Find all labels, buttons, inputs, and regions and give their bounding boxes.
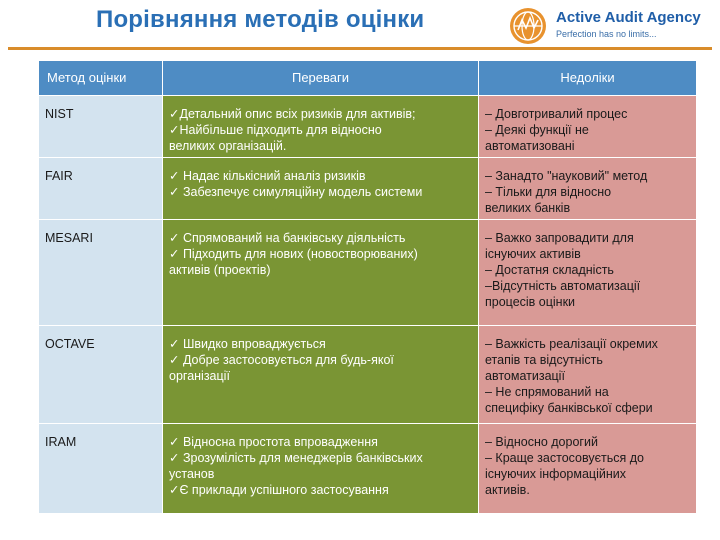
advantage-line: великих організацій.	[169, 139, 287, 153]
disadvantage-line: процесів оцінки	[485, 295, 576, 309]
column-header-disadvantages: Недоліки	[479, 61, 697, 96]
company-logo	[508, 4, 720, 44]
disadvantage-line: – Занадто "науковий" метод	[485, 169, 648, 183]
disadvantage-line: існуючих активів	[485, 247, 581, 261]
column-header-method: Метод оцінки	[39, 61, 163, 96]
table-row	[39, 158, 697, 220]
advantage-line: ✓ Підходить для нових (новостворюваних)	[169, 247, 418, 261]
disadvantage-line: – Не спрямований на	[485, 385, 609, 399]
advantage-line: ✓Є приклади успішного застосування	[169, 483, 389, 497]
table-body	[39, 96, 697, 514]
disadvantage-line: активів.	[485, 483, 530, 497]
disadvantage-line: – Тільки для відносно	[485, 185, 612, 199]
disadvantage-line: великих банків	[485, 201, 571, 215]
advantages-cell	[163, 424, 479, 514]
disadvantage-line: –Відсутність автоматизації	[485, 279, 641, 293]
advantage-line: ✓ Спрямований на банківську діяльність	[169, 231, 406, 245]
advantages-cell	[163, 96, 479, 158]
method-name-cell: OCTAVE	[39, 326, 163, 424]
comparison-table	[38, 60, 697, 514]
disadvantage-line: автоматизовані	[485, 139, 575, 153]
logo-company-name: Active Audit Agency	[556, 9, 701, 26]
header-divider	[8, 47, 712, 50]
logo-tagline: Perfection has no limits...	[556, 29, 657, 39]
advantage-line: ✓Детальний опис всіх ризиків для активів;	[169, 107, 416, 121]
advantage-line: активів (проектів)	[169, 263, 271, 277]
disadvantage-line: – Важкість реалізації окремих	[485, 337, 658, 351]
table-row	[39, 424, 697, 514]
advantages-cell	[163, 158, 479, 220]
method-name-cell: IRAM	[39, 424, 163, 514]
column-header-advantages: Переваги	[163, 61, 479, 96]
advantage-line: ✓ Надає кількісний аналіз ризиків	[169, 169, 366, 183]
advantage-line: установ	[169, 467, 215, 481]
page-title: Порівняння методів оцінки	[96, 6, 425, 33]
disadvantage-line: етапів та відсутність	[485, 353, 603, 367]
table-row	[39, 220, 697, 326]
disadvantage-line: – Достатня складність	[485, 263, 614, 277]
advantage-line: ✓ Забезпечує симуляційну модель системи	[169, 185, 423, 199]
table-row	[39, 326, 697, 424]
disadvantage-line: існуючих інформаційних	[485, 467, 626, 481]
method-name-cell: NIST	[39, 96, 163, 158]
advantage-line: ✓ Швидко впроваджується	[169, 337, 326, 351]
advantages-cell	[163, 220, 479, 326]
disadvantage-line: – Відносно дорогий	[485, 435, 598, 449]
disadvantage-line: – Довготривалий процес	[485, 107, 628, 121]
advantage-line: ✓Найбільше підходить для відносно	[169, 123, 382, 137]
disadvantages-cell	[479, 158, 697, 220]
disadvantages-cell	[479, 424, 697, 514]
table-header-row	[39, 61, 697, 96]
advantage-line: організації	[169, 369, 230, 383]
table-row	[39, 96, 697, 158]
disadvantages-cell	[479, 96, 697, 158]
disadvantages-cell	[479, 326, 697, 424]
disadvantage-line: – Важко запровадити для	[485, 231, 634, 245]
disadvantage-line: – Краще застосовується до	[485, 451, 644, 465]
method-name-cell: MESARI	[39, 220, 163, 326]
method-name-cell: FAIR	[39, 158, 163, 220]
disadvantage-line: специфіку банківської сфери	[485, 401, 653, 415]
advantage-line: ✓ Відносна простота впровадження	[169, 435, 378, 449]
advantage-line: ✓ Добре застосовується для будь-якої	[169, 353, 394, 367]
globe-logo-icon	[508, 6, 548, 46]
disadvantage-line: автоматизації	[485, 369, 565, 383]
disadvantage-line: – Деякі функції не	[485, 123, 589, 137]
advantage-line: ✓ Зрозумілість для менеджерів банківських	[169, 451, 423, 465]
disadvantages-cell	[479, 220, 697, 326]
advantages-cell	[163, 326, 479, 424]
